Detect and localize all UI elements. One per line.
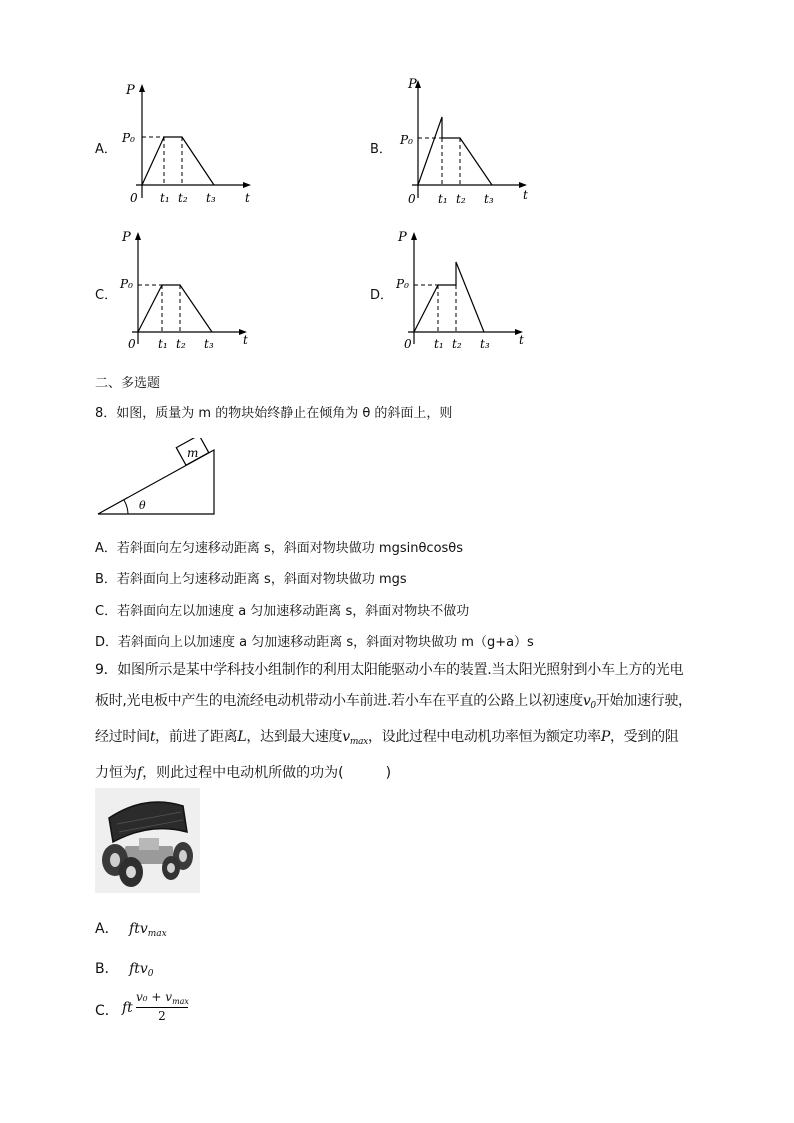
q8-incline-figure (96, 438, 220, 518)
a-y-arrow (139, 84, 145, 92)
c-power-curve (138, 285, 212, 332)
a-x-arrow (243, 182, 251, 188)
option-d-graph (392, 226, 532, 352)
option-a-label: A． (95, 142, 117, 157)
b-t3-label: t₃ (484, 192, 494, 206)
a-t-axis-label: t (245, 191, 250, 205)
option-c-label: C． (95, 288, 118, 303)
a-t2-label: t₂ (178, 191, 188, 205)
q8-option-c: C．若斜面向左以加速度 a 匀加速移动距离 s，斜面对物块不做功 (95, 604, 470, 619)
d-t1-label: t₁ (434, 337, 444, 351)
q8-option-b: B．若斜面向上匀速移动距离 s，斜面对物块做功 mgs (95, 572, 407, 587)
c-p0-label: P₀ (120, 277, 133, 291)
q9-option-b: B． ftv$_0$ (95, 961, 154, 979)
q9-line2: 板时,光电板中产生的电流经电动机带动小车前进.若小车在平直的公路上以初速度$v_0$开始加速行驶， (95, 693, 692, 711)
a-origin-label: 0 (130, 191, 138, 205)
block-label: m (187, 446, 199, 460)
b-t2-label: t₂ (456, 192, 466, 206)
q8-stem: 8．如图，质量为 m 的物块始终静止在倾角为 θ 的斜面上，则 (95, 406, 453, 421)
section-header: 二、多选题 (95, 376, 161, 391)
option-d-label: D． (370, 288, 394, 303)
q8-option-d: D．若斜面向上以加速度 a 匀加速移动距离 s，斜面对物块做功 m（g+a）s (95, 635, 534, 650)
c-y-arrow (135, 232, 141, 240)
d-origin-label: 0 (404, 337, 412, 351)
q8-option-a: A．若斜面向左匀速移动距离 s，斜面对物块做功 mgsinθcosθs (95, 541, 464, 556)
q9-line3: 经过时间t，前进了距离L，达到最大速度$v_{max}$，设此过程中电动机功率恒为额定功率P，受到的阻 (95, 729, 679, 747)
d-power-curve (414, 262, 484, 332)
b-t-axis-label: t (523, 188, 528, 202)
a-t1-label: t₁ (160, 191, 170, 205)
d-y-arrow (411, 232, 417, 240)
q9-option-a: A． ftv$_{max}$ (95, 921, 167, 939)
q9-option-c: C． (95, 1003, 119, 1019)
d-t2-label: t₂ (452, 337, 462, 351)
b-p-axis-label: P (408, 77, 417, 92)
a-t3-label: t₃ (206, 191, 216, 205)
c-origin-label: 0 (128, 337, 136, 351)
angle-label: θ (139, 499, 146, 512)
d-t3-label: t₃ (480, 337, 490, 351)
option-b-graph (396, 72, 536, 208)
solar-car-image (95, 788, 200, 893)
q9-line1: 9．如图所示是某中学科技小组制作的利用太阳能驱动小车的装置.当太阳光照射到小车上方的光电 (95, 662, 684, 678)
angle-arc (124, 500, 128, 514)
b-power-curve (418, 117, 492, 185)
c-t2-label: t₂ (176, 337, 186, 351)
q9-line4: 力恒为f，则此过程中电动机所做的功为( ) (95, 765, 392, 781)
b-t1-label: t₁ (438, 192, 448, 206)
c-t3-label: t₃ (204, 337, 214, 351)
c-t-axis-label: t (243, 333, 248, 347)
q9-stem (95, 655, 707, 789)
option-c-graph (116, 226, 256, 352)
d-p-axis-label: P (398, 230, 407, 245)
d-t-axis-label: t (519, 333, 524, 347)
d-p0-label: P₀ (396, 277, 409, 291)
c-p-axis-label: P (122, 230, 131, 245)
option-a-graph (118, 78, 258, 208)
a-p0-label: P₀ (122, 131, 135, 145)
c-t1-label: t₁ (158, 337, 168, 351)
a-p-axis-label: P (126, 83, 135, 98)
b-origin-label: 0 (408, 192, 416, 206)
option-b-label: B． (370, 142, 392, 157)
a-power-curve (142, 137, 214, 185)
b-p0-label: P₀ (400, 133, 413, 147)
